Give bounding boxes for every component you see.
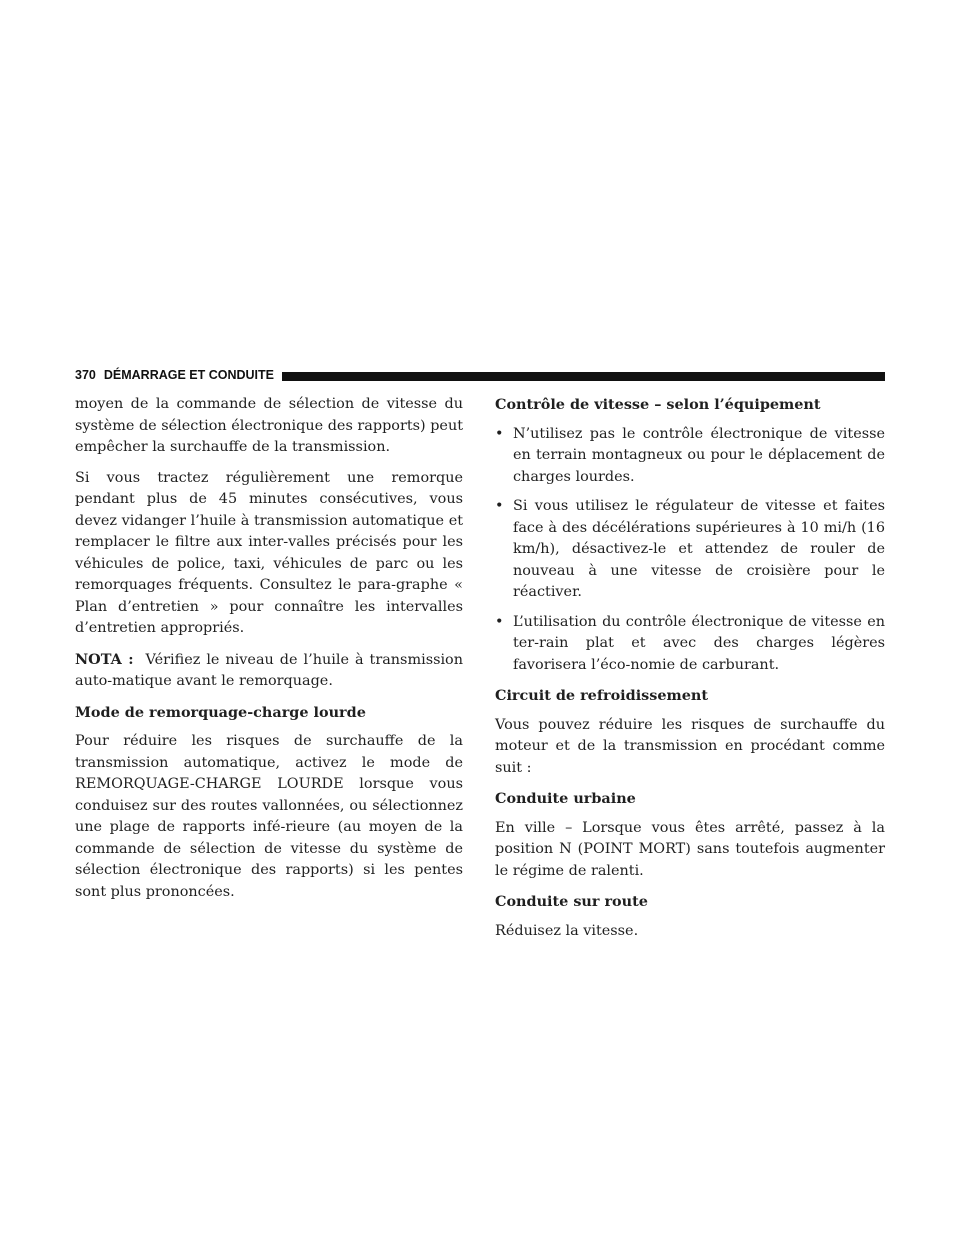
paragraph: Pour réduire les risques de surchauffe de la transmission automatique, activez le mode de REMORQUAGE-CHARGE LOURDE lorsque vous conduisez sur des routes vallonnées, ou sélectionnez une plage de rapports infé-rieure (au moyen de la commande de sélection de vitesse du système de sélection électronique des rapports) si les pentes sont plus prononcées. [75,733,463,900]
section-heading: Circuit de refroidissement [495,687,709,704]
paragraph: En ville – Lorsque vous êtes arrêté, passez à la position N (POINT MORT) sans toutefois augmenter le régime de ralenti. [495,819,885,879]
list-item [495,612,885,677]
section-title: DÉMARRAGE ET CONDUITE [103,368,275,382]
list-item-text: L’utilisation du contrôle électronique de vitesse en ter-rain plat et avec des charges légères favorisera l’éco-nomie de carburant. [513,613,885,673]
bullet-icon: • [495,425,504,442]
section-heading: Contrôle de vitesse – selon l’équipement [495,396,821,413]
paragraph: Si vous tractez régulièrement une remorque pendant plus de 45 minutes consécutives, vous devez vidanger l’huile à transmission automatique et remplacer le filtre aux inter-valles précisés pour les véhicules de police, taxi, véhicules de parc ou les remorquages fréquents. Consultez le para-graphe « Plan d’entretien » pour connaître les intervalles d’entretien appropriés. [75,469,463,636]
sub-heading: Conduite sur route [495,893,648,910]
sub-heading: Conduite urbaine [495,790,636,807]
bullet-list [495,424,885,677]
page-header [75,364,885,386]
left-column [75,394,463,912]
page-number: 370 [75,368,96,382]
header-rule [282,372,885,381]
bullet-icon: • [495,498,504,514]
list-item-text: Si vous utilisez le régulateur de vitesse et faites face à des décélérations supérieures à 10 mi/h (16 km/h), désactivez-le et attendez de rouler de nouveau à une vitesse de croisière pour le réactiver. [513,498,885,600]
note-paragraph [75,649,463,693]
bullet-icon: • [495,613,504,630]
right-column [495,394,885,951]
paragraph: Vous pouvez réduire les risques de surchauffe du moteur et de la transmission en procédant comme suit : [495,716,885,776]
paragraph: Réduisez la vitesse. [495,922,639,939]
note-label: NOTA : [75,650,134,668]
list-item [495,496,885,604]
list-item-text: N’utilisez pas le contrôle électronique de vitesse en terrain montagneux ou pour le déplacement de charges lourdes. [513,425,885,485]
paragraph: moyen de la commande de sélection de vitesse du système de sélection électronique des rapports) peut empêcher la surchauffe de la transmission. [75,396,463,455]
list-item [495,424,885,489]
note-text: Vérifiez le niveau de l’huile à transmission auto-matique avant le remorquage. [75,651,463,689]
section-heading: Mode de remorquage-charge lourde [75,703,366,721]
